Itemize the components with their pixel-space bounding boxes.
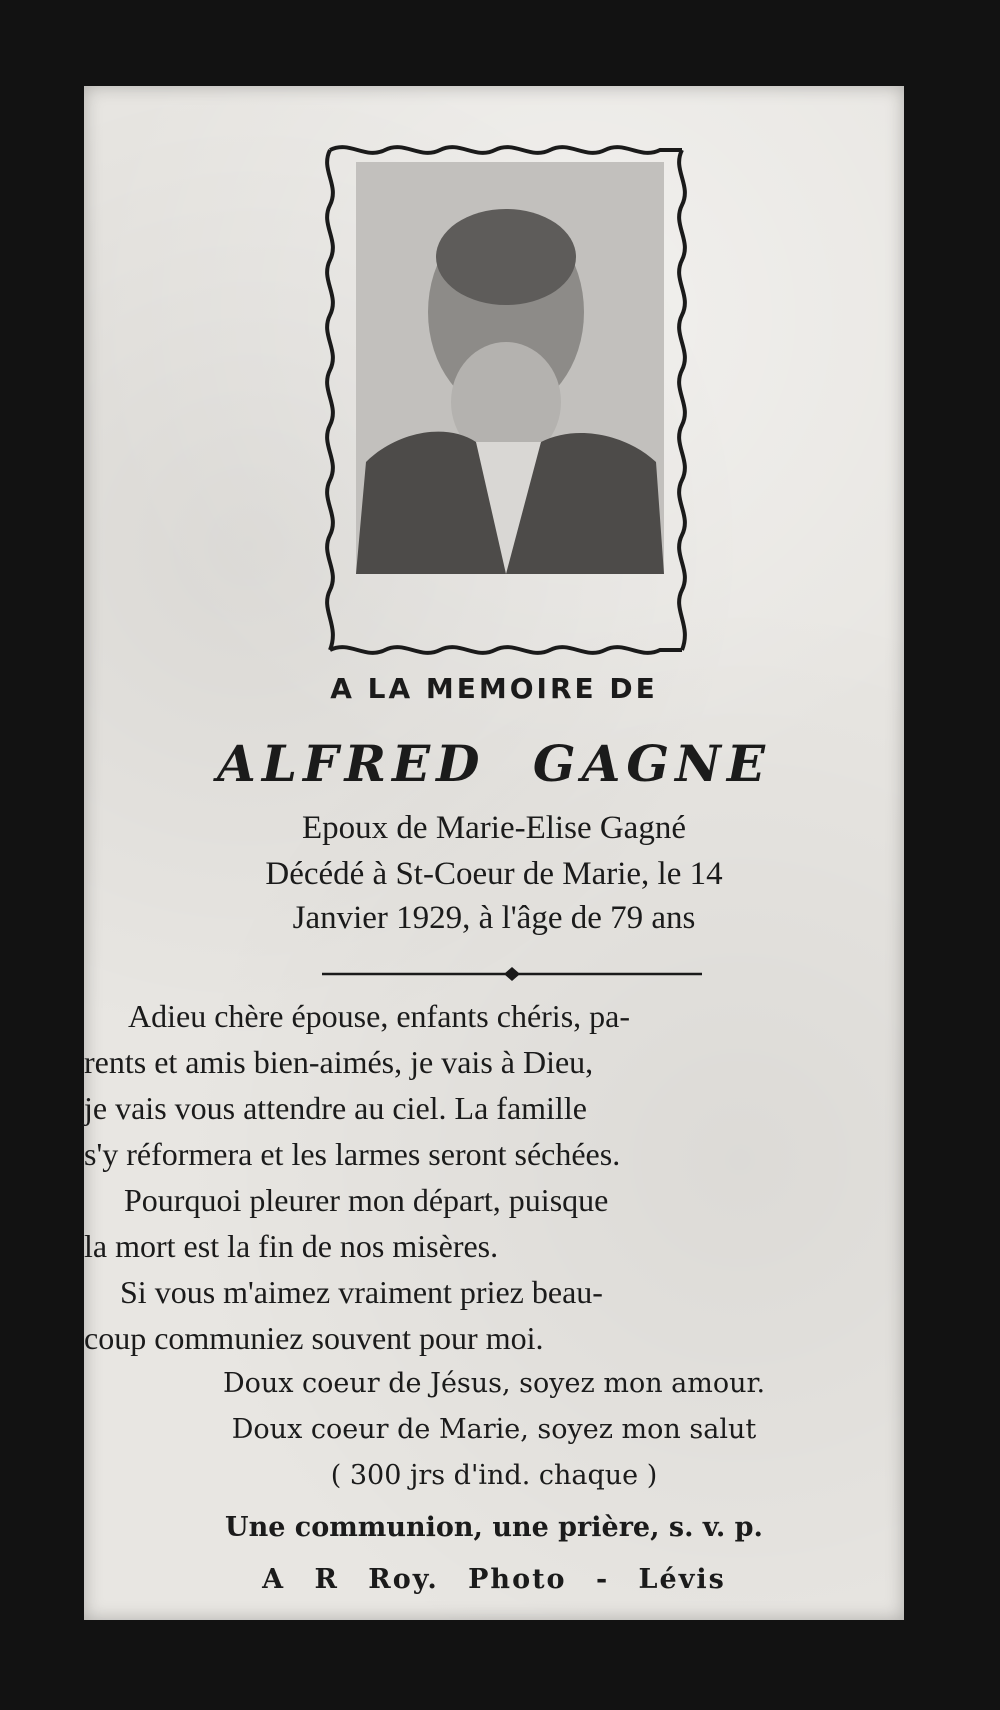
- farewell-text-line: Si vous m'aimez vraiment priez beau-: [120, 1274, 603, 1310]
- death-date-line: Janvier 1929, à l'âge de 79 ans: [292, 900, 696, 936]
- memorial-heading: A LA MEMOIRE DE: [330, 672, 658, 705]
- indulgence-note: ( 300 jrs d'ind. chaque ): [330, 1460, 658, 1491]
- farewell-text-line: Pourquoi pleurer mon départ, puisque: [124, 1182, 609, 1218]
- communion-request: Une communion, une prière, s. v. p.: [225, 1512, 763, 1543]
- spouse-line: Epoux de Marie-Elise Gagné: [302, 810, 686, 846]
- farewell-text-line: coup communiez souvent pour moi.: [84, 1320, 544, 1356]
- farewell-text-line: Adieu chère épouse, enfants chéris, pa-: [128, 998, 630, 1034]
- death-place-line: Décédé à St-Coeur de Marie, le 14: [265, 856, 723, 892]
- farewell-text-line: la mort est la fin de nos misères.: [84, 1228, 499, 1264]
- prayer-line: Doux coeur de Jésus, soyez mon amour.: [222, 1368, 766, 1399]
- portrait-photo: [356, 162, 664, 574]
- photographer-credit: A R Roy. Photo - Lévis: [262, 1564, 726, 1595]
- divider-rule: [322, 966, 702, 982]
- prayer-line: Doux coeur de Marie, soyez mon salut: [231, 1414, 757, 1445]
- deceased-name: ALFRED GAGNE: [217, 734, 771, 793]
- farewell-text-line: rents et amis bien-aimés, je vais à Dieu,: [84, 1044, 594, 1080]
- farewell-text-line: s'y réformera et les larmes seront séchées.: [84, 1136, 621, 1172]
- portrait-icon: [356, 162, 664, 574]
- farewell-text-line: je vais vous attendre au ciel. La famille: [84, 1090, 587, 1126]
- memorial-card: [84, 86, 904, 1620]
